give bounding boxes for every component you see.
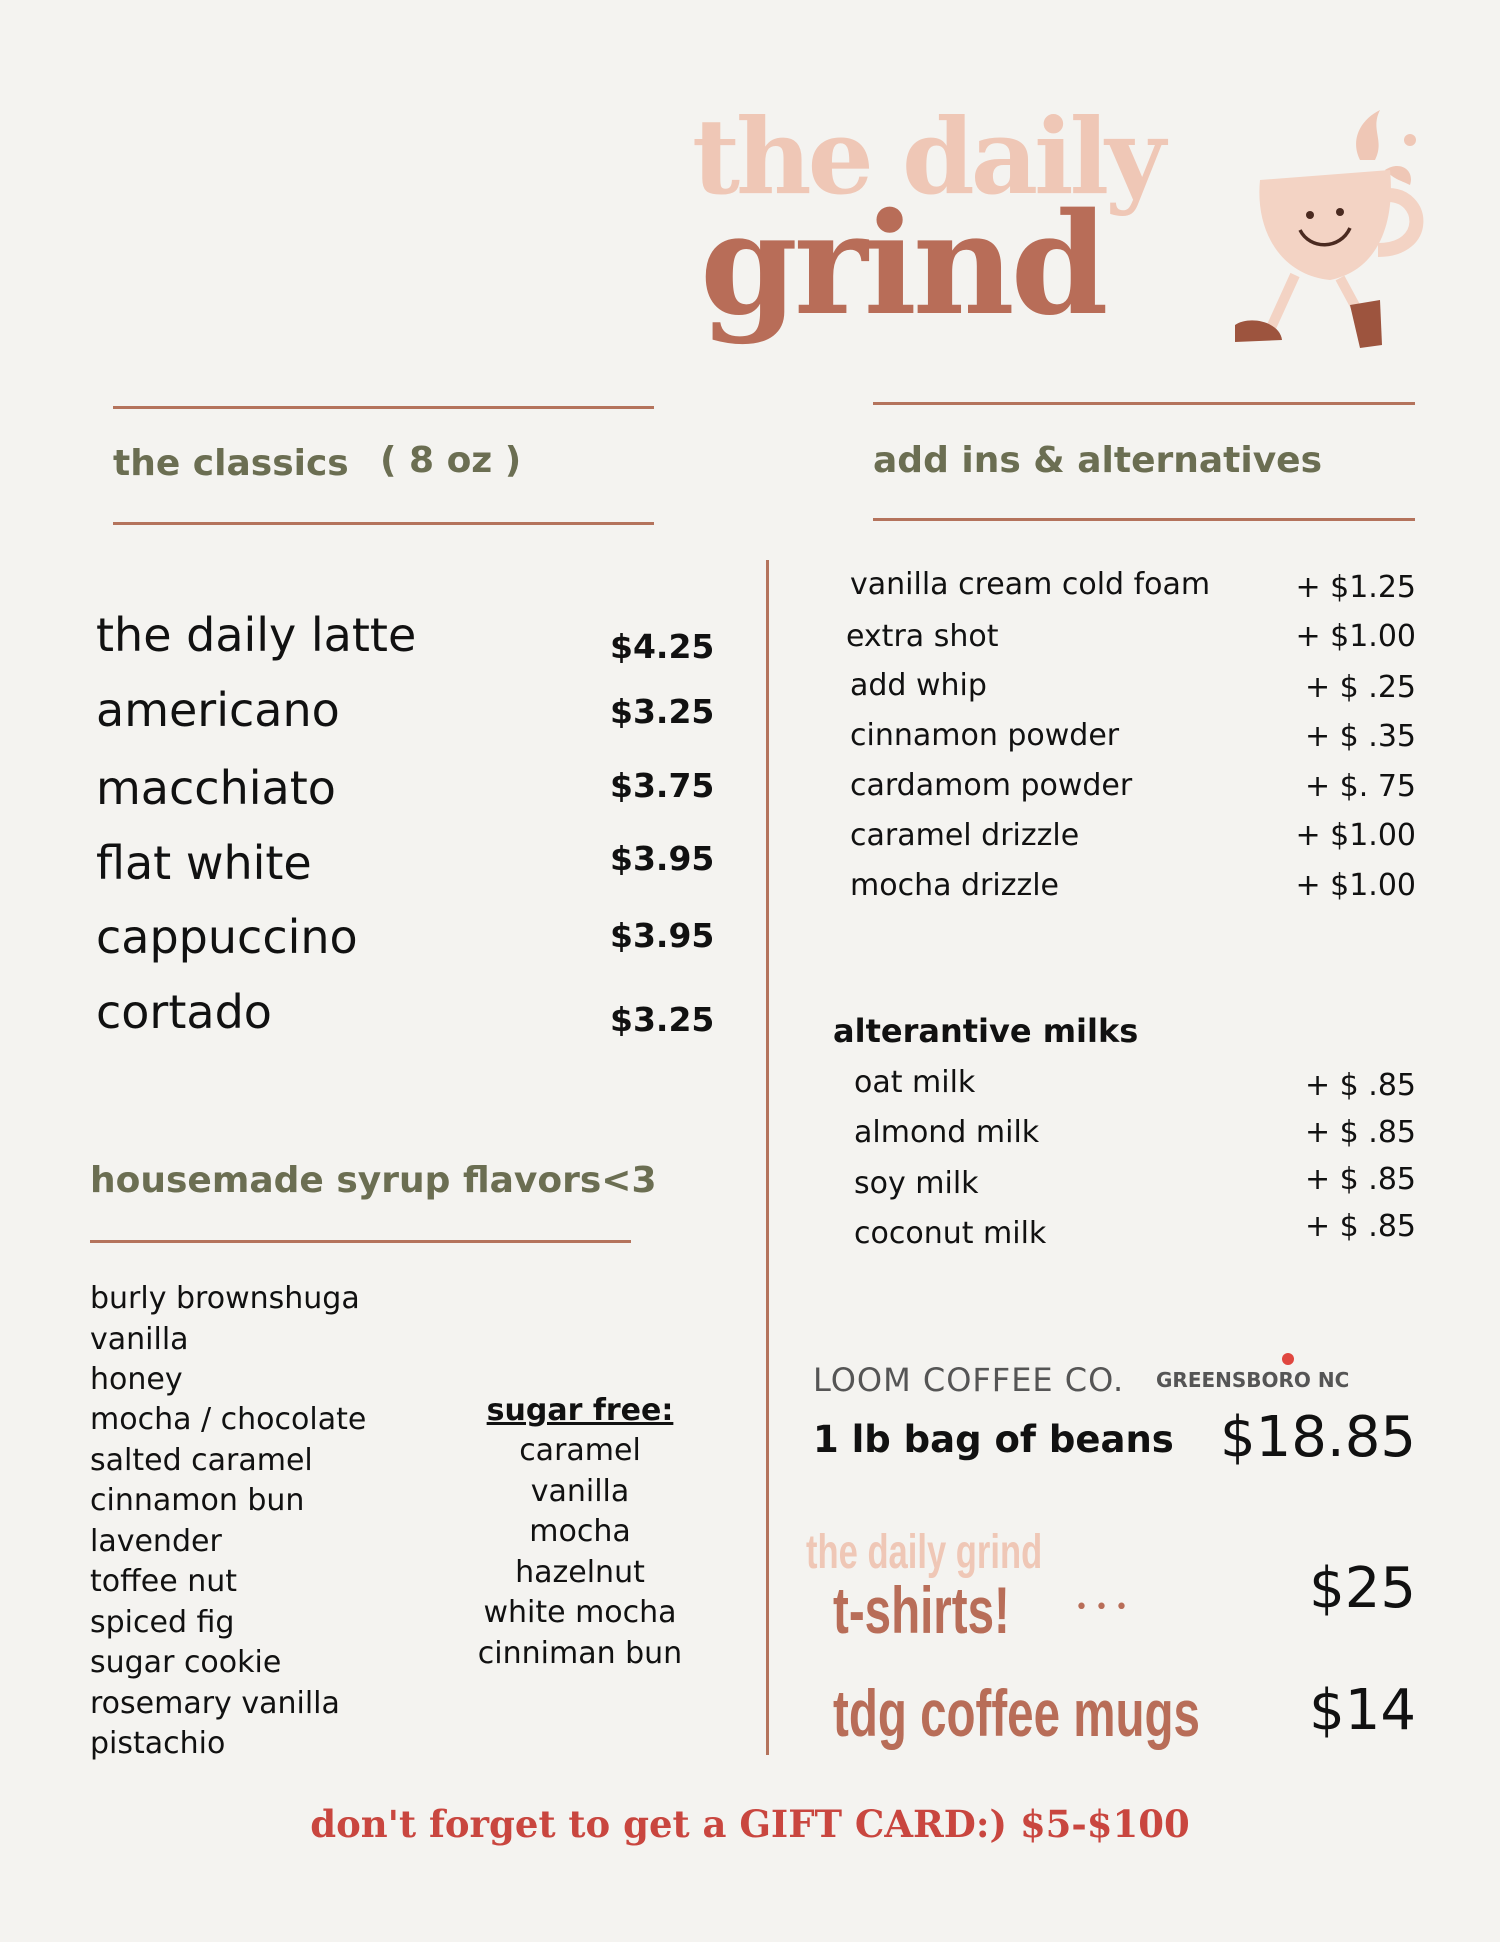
classic-item-price: $4.25	[610, 627, 715, 666]
addin-item-price: + $1.00	[1295, 868, 1416, 903]
addin-item-name: extra shot	[846, 619, 999, 654]
logo-the-daily: the daily	[692, 95, 1162, 218]
syrup-item: burly brownshuga	[90, 1281, 360, 1316]
milk-item-price: + $ .85	[1304, 1068, 1416, 1103]
syrup-item: rosemary vanilla	[90, 1686, 340, 1721]
addins-rule-top	[873, 402, 1415, 405]
syrups-title: housemade syrup flavors<3	[90, 1160, 657, 1201]
syrup-item: honey	[90, 1362, 183, 1397]
addins-rule-bottom	[873, 518, 1415, 521]
syrup-item: mocha / chocolate	[90, 1402, 367, 1437]
classic-item-price: $3.75	[610, 766, 715, 805]
milk-item-name: oat milk	[854, 1065, 976, 1100]
gift-card-footer: don't forget to get a GIFT CARD:) $5-$100	[310, 1802, 1190, 1846]
shirt-price: $25	[1309, 1556, 1416, 1621]
classic-item-name: the daily latte	[96, 608, 417, 662]
column-divider	[766, 560, 769, 1755]
syrups-rule	[90, 1240, 631, 1243]
logo-grind: grind	[700, 183, 1105, 347]
mug-price: $14	[1309, 1678, 1416, 1743]
beans-brand: LOOM COFFEE CO.	[813, 1361, 1125, 1399]
addins-title: add ins & alternatives	[873, 440, 1323, 481]
addin-item-price: + $1.25	[1295, 570, 1416, 605]
addin-item-name: add whip	[850, 668, 987, 703]
syrup-item: spiced fig	[90, 1605, 235, 1640]
classic-item-name: cappuccino	[96, 910, 358, 964]
classics-rule-bottom	[113, 522, 654, 525]
syrup-item: cinnamon bun	[90, 1483, 305, 1518]
sugar-free-item: cinniman bun	[477, 1636, 683, 1671]
location-pin-icon	[1282, 1353, 1294, 1365]
sugar-free-item: vanilla	[530, 1474, 630, 1509]
smiling-coffee-cup-icon	[1210, 100, 1440, 360]
shirt-label: t-shirts!	[833, 1573, 1010, 1647]
milk-item-name: almond milk	[854, 1115, 1040, 1150]
classic-item-name: macchiato	[96, 761, 336, 815]
beans-price: $18.85	[1220, 1405, 1416, 1470]
beans-label: 1 lb bag of beans	[813, 1418, 1174, 1461]
syrup-item: toffee nut	[90, 1564, 238, 1599]
classic-item-name: flat white	[96, 836, 312, 890]
addin-item-price: + $1.00	[1295, 818, 1416, 853]
classic-item-price: $3.25	[610, 692, 715, 731]
addin-item-name: mocha drizzle	[850, 868, 1060, 903]
classic-item-name: americano	[96, 683, 340, 737]
milk-item-price: + $ .85	[1304, 1209, 1416, 1244]
beans-location: GREENSBORO NC	[1156, 1368, 1350, 1392]
addin-item-price: + $ .35	[1304, 719, 1416, 754]
milk-item-price: + $ .85	[1304, 1115, 1416, 1150]
classic-item-price: $3.25	[610, 1000, 715, 1039]
addin-item-price: + $ .25	[1304, 670, 1416, 705]
syrup-item: vanilla	[90, 1322, 189, 1357]
syrup-item: sugar cookie	[90, 1645, 282, 1680]
shirt-brand-label: the daily grind	[806, 1526, 1043, 1579]
syrup-item: salted caramel	[90, 1443, 313, 1478]
milks-title: alterantive milks	[833, 1012, 1139, 1050]
addin-item-name: vanilla cream cold foam	[850, 567, 1211, 602]
sugar-free-item: mocha	[529, 1514, 631, 1549]
mug-label: tdg coffee mugs	[833, 1676, 1200, 1750]
sugar-free-item: hazelnut	[515, 1555, 645, 1590]
milk-item-price: + $ .85	[1304, 1162, 1416, 1197]
classics-title: the classics	[113, 443, 349, 484]
milk-item-name: soy milk	[854, 1166, 979, 1201]
syrup-item: lavender	[90, 1524, 222, 1559]
addin-item-name: cardamom powder	[850, 768, 1133, 803]
sugar-free-title: sugar free:	[486, 1393, 674, 1428]
addin-item-name: cinnamon powder	[850, 718, 1120, 753]
shirt-dots: • • •	[1075, 1595, 1128, 1620]
sugar-free-item: white mocha	[483, 1595, 677, 1630]
classic-item-name: cortado	[96, 985, 272, 1039]
classics-rule-top	[113, 406, 654, 409]
addin-item-name: caramel drizzle	[850, 818, 1080, 853]
classic-item-price: $3.95	[610, 839, 715, 878]
syrup-item: pistachio	[90, 1726, 226, 1761]
addin-item-price: + $1.00	[1295, 619, 1416, 654]
addin-item-price: + $. 75	[1304, 769, 1416, 804]
classic-item-price: $3.95	[610, 916, 715, 955]
classics-size: ( 8 oz )	[380, 440, 522, 481]
sugar-free-item: caramel	[519, 1433, 641, 1468]
milk-item-name: coconut milk	[854, 1216, 1047, 1251]
